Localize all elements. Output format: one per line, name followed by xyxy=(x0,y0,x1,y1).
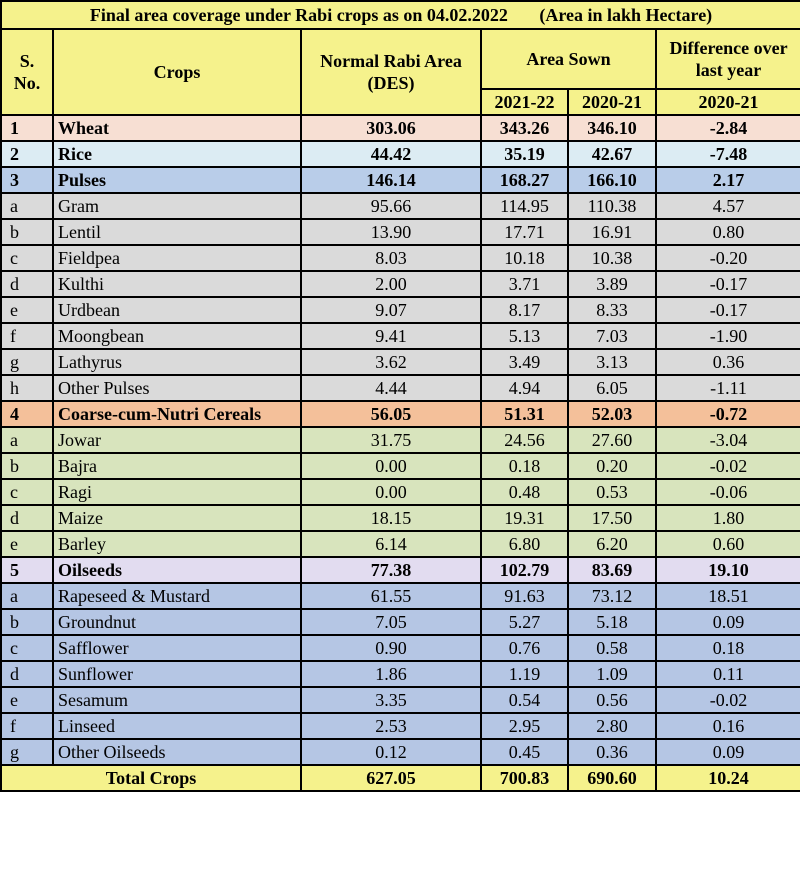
row-crop: Kulthi xyxy=(53,271,301,297)
table-body xyxy=(1,115,800,765)
header-row xyxy=(1,29,800,89)
row-difference: 0.09 xyxy=(656,739,800,765)
table-row xyxy=(1,713,800,739)
header-area-sown: Area Sown xyxy=(481,29,656,89)
row-crop: Sunflower xyxy=(53,661,301,687)
table-row xyxy=(1,635,800,661)
row-crop: Oilseeds xyxy=(53,557,301,583)
table-row xyxy=(1,349,800,375)
row-sno: 5 xyxy=(1,557,53,583)
row-sno: b xyxy=(1,219,53,245)
row-crop: Urdbean xyxy=(53,297,301,323)
table-row xyxy=(1,583,800,609)
row-normal-area: 0.90 xyxy=(301,635,481,661)
row-area-2021-22: 114.95 xyxy=(481,193,568,219)
header-crops: Crops xyxy=(53,29,301,115)
row-normal-area: 6.14 xyxy=(301,531,481,557)
row-difference: -0.72 xyxy=(656,401,800,427)
row-area-2021-22: 2.95 xyxy=(481,713,568,739)
row-difference: -0.20 xyxy=(656,245,800,271)
table-row xyxy=(1,505,800,531)
row-area-2020-21: 52.03 xyxy=(568,401,656,427)
row-area-2020-21: 3.89 xyxy=(568,271,656,297)
row-area-2021-22: 3.49 xyxy=(481,349,568,375)
row-normal-area: 13.90 xyxy=(301,219,481,245)
row-normal-area: 61.55 xyxy=(301,583,481,609)
row-sno: g xyxy=(1,739,53,765)
row-area-2021-22: 0.48 xyxy=(481,479,568,505)
row-crop: Sesamum xyxy=(53,687,301,713)
row-sno: a xyxy=(1,193,53,219)
row-crop: Lathyrus xyxy=(53,349,301,375)
row-area-2021-22: 51.31 xyxy=(481,401,568,427)
row-normal-area: 3.62 xyxy=(301,349,481,375)
row-crop: Ragi xyxy=(53,479,301,505)
title-unit: (Area in lakh Hectare) xyxy=(539,5,713,25)
row-area-2021-22: 0.54 xyxy=(481,687,568,713)
row-crop: Gram xyxy=(53,193,301,219)
row-area-2021-22: 91.63 xyxy=(481,583,568,609)
row-area-2021-22: 0.45 xyxy=(481,739,568,765)
row-sno: e xyxy=(1,297,53,323)
row-crop: Other Oilseeds xyxy=(53,739,301,765)
row-crop: Barley xyxy=(53,531,301,557)
table-row xyxy=(1,661,800,687)
row-normal-area: 9.41 xyxy=(301,323,481,349)
row-area-2021-22: 6.80 xyxy=(481,531,568,557)
row-difference: -3.04 xyxy=(656,427,800,453)
row-crop: Jowar xyxy=(53,427,301,453)
row-area-2020-21: 27.60 xyxy=(568,427,656,453)
row-area-2021-22: 4.94 xyxy=(481,375,568,401)
row-normal-area: 4.44 xyxy=(301,375,481,401)
row-sno: 3 xyxy=(1,167,53,193)
row-normal-area: 303.06 xyxy=(301,115,481,141)
row-difference: 0.36 xyxy=(656,349,800,375)
row-difference: -0.17 xyxy=(656,271,800,297)
row-normal-area: 77.38 xyxy=(301,557,481,583)
row-sno: e xyxy=(1,531,53,557)
row-sno: g xyxy=(1,349,53,375)
row-difference: 0.16 xyxy=(656,713,800,739)
row-sno: a xyxy=(1,583,53,609)
table-row xyxy=(1,453,800,479)
table-row xyxy=(1,609,800,635)
row-crop: Groundnut xyxy=(53,609,301,635)
row-sno: f xyxy=(1,713,53,739)
table-row xyxy=(1,531,800,557)
row-difference: -0.06 xyxy=(656,479,800,505)
table-row xyxy=(1,141,800,167)
row-difference: -0.02 xyxy=(656,687,800,713)
row-area-2021-22: 1.19 xyxy=(481,661,568,687)
row-normal-area: 0.00 xyxy=(301,479,481,505)
row-area-2021-22: 168.27 xyxy=(481,167,568,193)
row-area-2020-21: 10.38 xyxy=(568,245,656,271)
row-sno: 1 xyxy=(1,115,53,141)
total-2020-21: 690.60 xyxy=(568,765,656,791)
row-difference: -2.84 xyxy=(656,115,800,141)
row-crop: Wheat xyxy=(53,115,301,141)
row-area-2020-21: 7.03 xyxy=(568,323,656,349)
table-title xyxy=(1,1,800,29)
table-row xyxy=(1,245,800,271)
row-area-2021-22: 35.19 xyxy=(481,141,568,167)
row-difference: 1.80 xyxy=(656,505,800,531)
row-sno: c xyxy=(1,245,53,271)
row-normal-area: 1.86 xyxy=(301,661,481,687)
row-sno: f xyxy=(1,323,53,349)
header-sno: S. No. xyxy=(1,29,53,115)
row-area-2021-22: 8.17 xyxy=(481,297,568,323)
row-sno: d xyxy=(1,661,53,687)
row-difference: -1.11 xyxy=(656,375,800,401)
row-area-2021-22: 3.71 xyxy=(481,271,568,297)
row-normal-area: 0.00 xyxy=(301,453,481,479)
row-normal-area: 9.07 xyxy=(301,297,481,323)
header-difference: Difference over last year xyxy=(656,29,800,89)
row-difference: -7.48 xyxy=(656,141,800,167)
row-sno: 2 xyxy=(1,141,53,167)
row-sno: c xyxy=(1,635,53,661)
total-2021-22: 700.83 xyxy=(481,765,568,791)
row-difference: 0.60 xyxy=(656,531,800,557)
row-area-2020-21: 73.12 xyxy=(568,583,656,609)
row-area-2020-21: 110.38 xyxy=(568,193,656,219)
row-area-2020-21: 166.10 xyxy=(568,167,656,193)
row-normal-area: 56.05 xyxy=(301,401,481,427)
row-area-2020-21: 0.58 xyxy=(568,635,656,661)
row-crop: Safflower xyxy=(53,635,301,661)
total-label: Total Crops xyxy=(1,765,301,791)
title-text: Final area coverage under Rabi crops as on 04.02.2022 xyxy=(89,5,508,25)
title-row xyxy=(1,1,800,29)
row-area-2020-21: 346.10 xyxy=(568,115,656,141)
row-area-2021-22: 5.13 xyxy=(481,323,568,349)
row-area-2020-21: 0.20 xyxy=(568,453,656,479)
row-normal-area: 44.42 xyxy=(301,141,481,167)
row-crop: Fieldpea xyxy=(53,245,301,271)
table-row xyxy=(1,167,800,193)
row-difference: -1.90 xyxy=(656,323,800,349)
row-crop: Bajra xyxy=(53,453,301,479)
row-normal-area: 146.14 xyxy=(301,167,481,193)
row-area-2021-22: 102.79 xyxy=(481,557,568,583)
table-row xyxy=(1,271,800,297)
row-normal-area: 2.53 xyxy=(301,713,481,739)
row-sno: c xyxy=(1,479,53,505)
row-difference: 2.17 xyxy=(656,167,800,193)
row-sno: b xyxy=(1,453,53,479)
table-row xyxy=(1,219,800,245)
row-area-2020-21: 17.50 xyxy=(568,505,656,531)
row-difference: -0.02 xyxy=(656,453,800,479)
row-crop: Maize xyxy=(53,505,301,531)
table-row xyxy=(1,375,800,401)
table-row xyxy=(1,687,800,713)
row-area-2020-21: 83.69 xyxy=(568,557,656,583)
row-difference: 0.09 xyxy=(656,609,800,635)
table-row xyxy=(1,193,800,219)
table-row xyxy=(1,297,800,323)
row-sno: a xyxy=(1,427,53,453)
row-sno: b xyxy=(1,609,53,635)
row-crop: Lentil xyxy=(53,219,301,245)
row-area-2020-21: 8.33 xyxy=(568,297,656,323)
row-crop: Pulses xyxy=(53,167,301,193)
row-area-2020-21: 3.13 xyxy=(568,349,656,375)
row-area-2021-22: 343.26 xyxy=(481,115,568,141)
table-row xyxy=(1,115,800,141)
header-year-2020-21: 2020-21 xyxy=(568,89,656,115)
row-normal-area: 31.75 xyxy=(301,427,481,453)
row-difference: -0.17 xyxy=(656,297,800,323)
row-area-2020-21: 2.80 xyxy=(568,713,656,739)
table-row xyxy=(1,479,800,505)
row-sno: 4 xyxy=(1,401,53,427)
row-area-2021-22: 17.71 xyxy=(481,219,568,245)
total-row xyxy=(1,765,800,791)
row-crop: Moongbean xyxy=(53,323,301,349)
row-crop: Coarse-cum-Nutri Cereals xyxy=(53,401,301,427)
row-area-2021-22: 5.27 xyxy=(481,609,568,635)
row-area-2020-21: 6.05 xyxy=(568,375,656,401)
table-row xyxy=(1,739,800,765)
row-area-2020-21: 6.20 xyxy=(568,531,656,557)
row-normal-area: 18.15 xyxy=(301,505,481,531)
row-area-2021-22: 10.18 xyxy=(481,245,568,271)
row-sno: d xyxy=(1,271,53,297)
row-sno: e xyxy=(1,687,53,713)
row-difference: 4.57 xyxy=(656,193,800,219)
row-area-2021-22: 0.18 xyxy=(481,453,568,479)
row-crop: Other Pulses xyxy=(53,375,301,401)
header-normal-area: Normal Rabi Area (DES) xyxy=(301,29,481,115)
table-row xyxy=(1,401,800,427)
header-diff-year: 2020-21 xyxy=(656,89,800,115)
row-normal-area: 8.03 xyxy=(301,245,481,271)
row-area-2021-22: 24.56 xyxy=(481,427,568,453)
row-area-2020-21: 0.53 xyxy=(568,479,656,505)
row-difference: 18.51 xyxy=(656,583,800,609)
row-area-2020-21: 16.91 xyxy=(568,219,656,245)
total-difference: 10.24 xyxy=(656,765,800,791)
row-area-2021-22: 0.76 xyxy=(481,635,568,661)
row-sno: h xyxy=(1,375,53,401)
row-normal-area: 0.12 xyxy=(301,739,481,765)
row-normal-area: 2.00 xyxy=(301,271,481,297)
header-year-2021-22: 2021-22 xyxy=(481,89,568,115)
row-sno: d xyxy=(1,505,53,531)
row-crop: Linseed xyxy=(53,713,301,739)
row-crop: Rapeseed & Mustard xyxy=(53,583,301,609)
row-difference: 0.18 xyxy=(656,635,800,661)
row-crop: Rice xyxy=(53,141,301,167)
row-difference: 0.80 xyxy=(656,219,800,245)
row-area-2020-21: 0.56 xyxy=(568,687,656,713)
row-area-2020-21: 1.09 xyxy=(568,661,656,687)
row-area-2020-21: 0.36 xyxy=(568,739,656,765)
table-row xyxy=(1,323,800,349)
row-difference: 19.10 xyxy=(656,557,800,583)
row-difference: 0.11 xyxy=(656,661,800,687)
row-area-2020-21: 5.18 xyxy=(568,609,656,635)
row-normal-area: 7.05 xyxy=(301,609,481,635)
table-row xyxy=(1,427,800,453)
row-area-2020-21: 42.67 xyxy=(568,141,656,167)
table-row xyxy=(1,557,800,583)
row-normal-area: 95.66 xyxy=(301,193,481,219)
row-area-2021-22: 19.31 xyxy=(481,505,568,531)
row-normal-area: 3.35 xyxy=(301,687,481,713)
total-normal: 627.05 xyxy=(301,765,481,791)
